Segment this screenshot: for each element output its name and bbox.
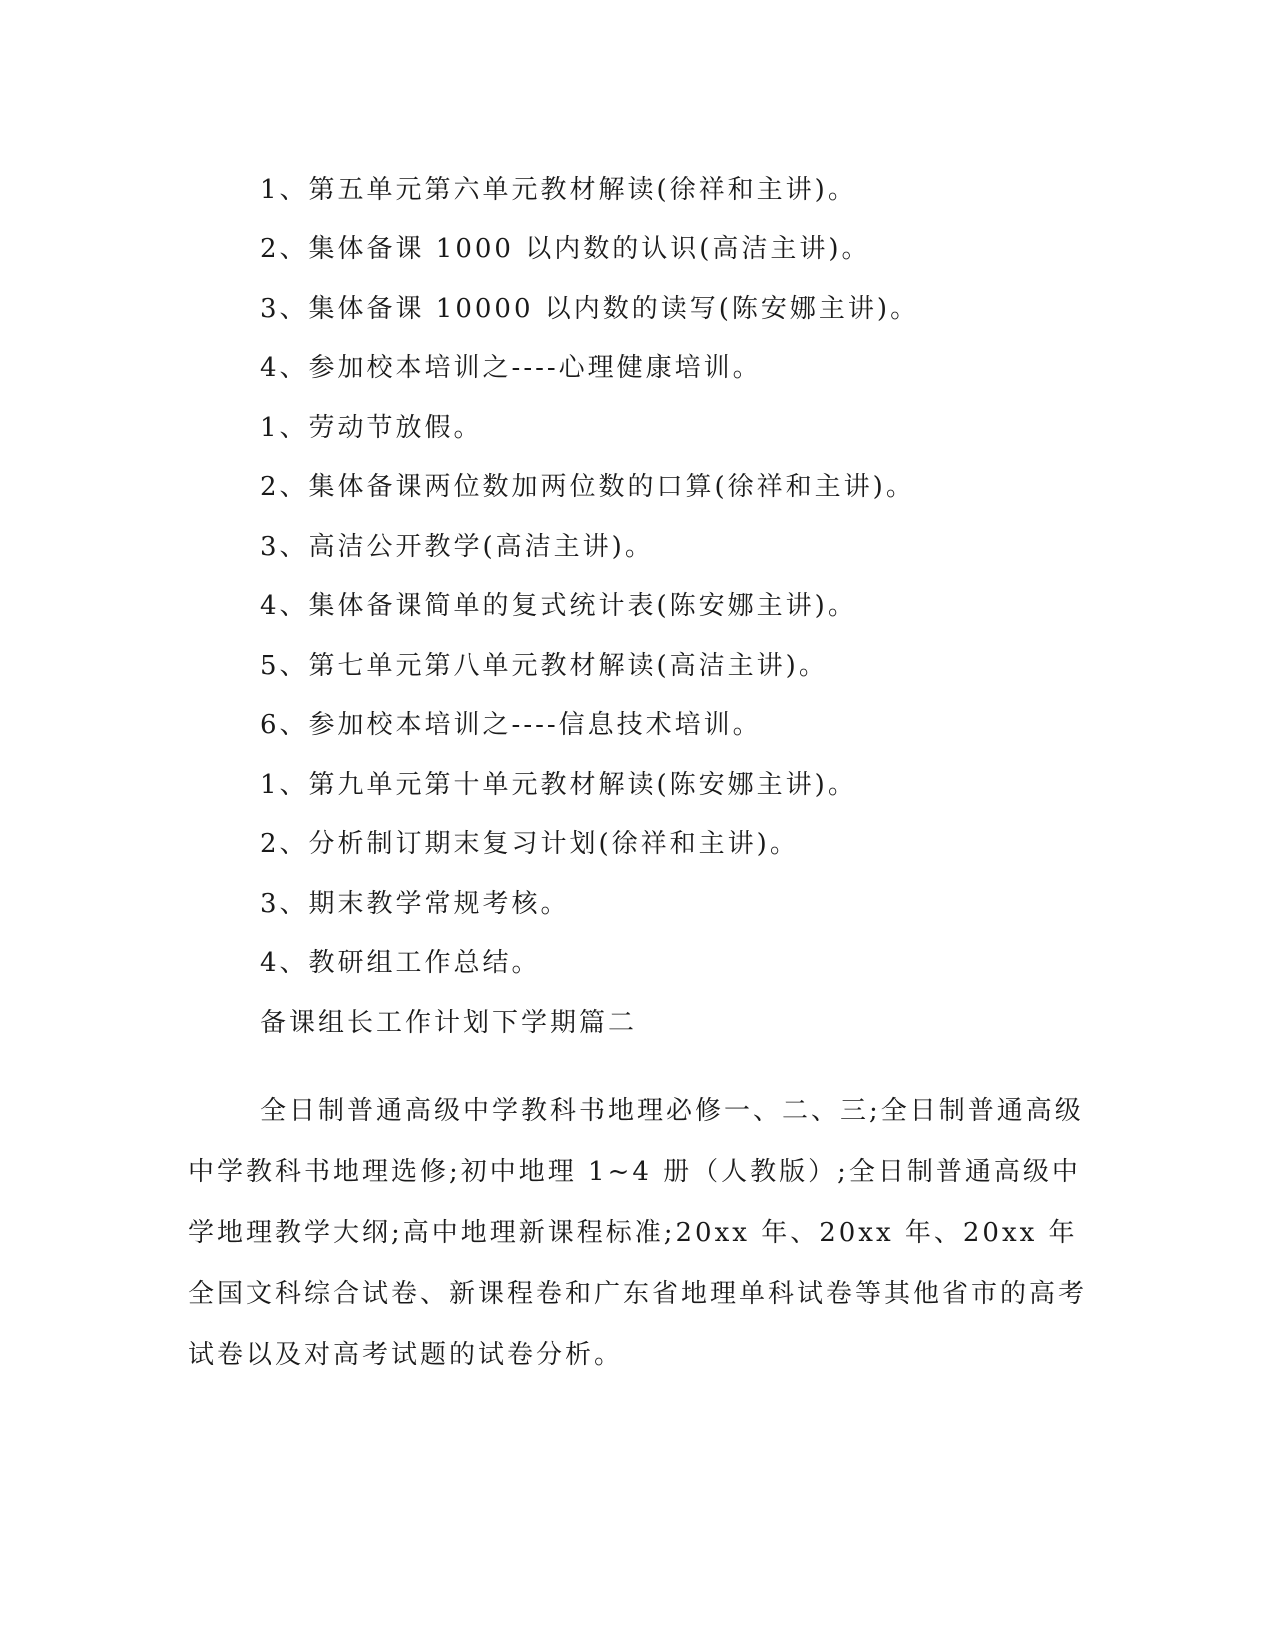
list-item: 3、期末教学常规考核。 [260, 889, 570, 919]
list-item: 6、参加校本培训之----信息技术培训。 [260, 710, 762, 740]
body-paragraph: 全日制普通高级中学教科书地理必修一、二、三;全日制普通高级中学教科书地理选修;初中地理 1~4 册（人教版）;全日制普通高级中学地理教学大纲;高中地理新课程标准;20xx 年、20xx 年、20xx 年全国文科综合试卷、新课程卷和广东省地理单科试卷等其他省市的高考试卷以及对高考试题的试卷分析。 [188, 1096, 1088, 1370]
list-item: 5、第七单元第八单元教材解读(高洁主讲)。 [260, 651, 828, 681]
list-item: 2、集体备课 1000 以内数的认识(高洁主讲)。 [260, 234, 871, 264]
list-item: 1、第五单元第六单元教材解读(徐祥和主讲)。 [260, 175, 857, 205]
list-item: 1、第九单元第十单元教材解读(陈安娜主讲)。 [260, 770, 857, 800]
list-item: 2、集体备课两位数加两位数的口算(徐祥和主讲)。 [260, 472, 915, 502]
list-item: 3、集体备课 10000 以内数的读写(陈安娜主讲)。 [260, 294, 920, 324]
list-item: 2、分析制订期末复习计划(徐祥和主讲)。 [260, 829, 799, 859]
list-item: 4、集体备课简单的复式统计表(陈安娜主讲)。 [260, 591, 857, 621]
list-item: 1、劳动节放假。 [260, 413, 483, 443]
section-heading: 备课组长工作计划下学期篇二 [260, 1008, 638, 1038]
list-item: 4、参加校本培训之----心理健康培训。 [260, 353, 762, 383]
list-item: 4、教研组工作总结。 [260, 948, 541, 978]
list-item: 3、高洁公开教学(高洁主讲)。 [260, 532, 654, 562]
